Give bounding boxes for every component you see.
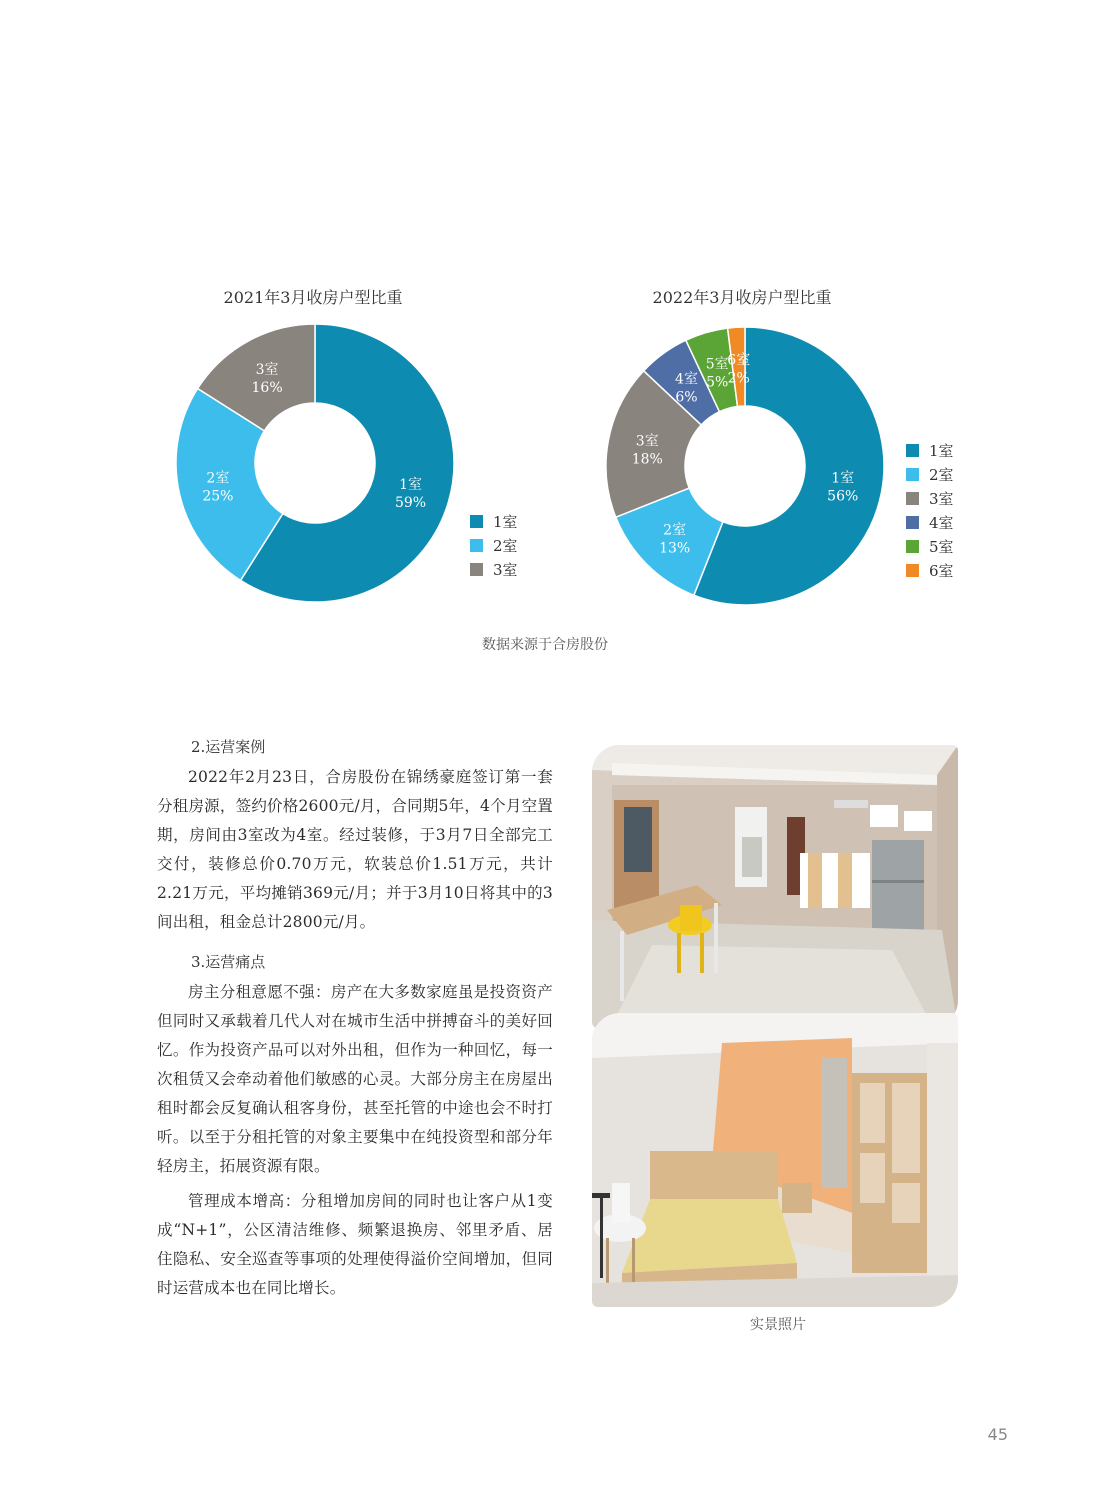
chart-2-title: 2022年3月收房户型比重 [652,288,832,307]
legend-swatch [906,444,919,457]
section-2-heading: 2.运营案例 [191,738,266,756]
legend-label: 2室 [929,465,954,484]
legend-swatch [470,515,483,528]
legend-label: 6室 [929,561,954,580]
slice-label-6室: 6室 [727,352,751,369]
legend-item-2室 [906,462,954,486]
legend-label: 1室 [929,441,954,460]
slice-percent-5室: 5% [706,374,729,391]
slice-label-5室: 5室 [705,356,729,373]
legend-label: 4室 [929,513,954,532]
slice-label-3室: 3室 [255,361,279,378]
text-column [157,733,553,1308]
slice-label-2室: 2室 [663,522,687,539]
slice-label-1室: 1室 [399,476,423,493]
slice-percent-3室: 18% [631,451,663,468]
legend-item-1室 [470,509,518,533]
slice-percent-4室: 6% [675,389,698,406]
legend-item-4室 [906,510,954,534]
chart-source-caption: 数据来源于合房股份 [482,637,608,653]
donut-chart-2022 [600,321,890,611]
legend-swatch [906,540,919,553]
page-number: 45 [987,1425,1008,1444]
legend-swatch [470,539,483,552]
legend-item-6室 [906,558,954,582]
legend-label: 3室 [493,560,518,579]
legend-item-1室 [906,438,954,462]
slice-percent-1室: 56% [827,488,859,505]
legend-swatch [906,492,919,505]
legend-label: 5室 [929,537,954,556]
legend-item-3室 [470,557,518,581]
section-3-paragraph-2: 管理成本增高：分租增加房间的同时也让客户从1变成“N+1”，公区清洁维修、频繁退换房、邻里矛盾、居住隐私、安全巡查等事项的处理使得溢价空间增加，但同时运营成本也在同比增长。 [157,1191,553,1297]
legend-item-3室 [906,486,954,510]
slice-percent-6室: 2% [727,370,750,387]
legend-swatch [470,563,483,576]
legend-item-2室 [470,533,518,557]
legend-label: 3室 [929,489,954,508]
slice-label-3室: 3室 [635,433,659,450]
legend-label: 1室 [493,512,518,531]
slice-percent-1室: 59% [394,494,427,511]
slice-label-2室: 2室 [206,470,230,487]
legend-swatch [906,516,919,529]
legend-label: 2室 [493,536,518,555]
chart-1-title: 2021年3月收房户型比重 [223,288,403,307]
section-2-paragraph: 2022年2月23日，合房股份在锦绣豪庭签订第一套分租房源，签约价格2600元/月，合同期5年，4个月空置期，房间由3室改为4室。经过装修，于3月7日全部完工交付，装修总价0.70万元，软装总价1.51万元，共计2.21万元，平均摊销369元/月；并于3月10日将其中的3间出租，租金总计2800元/月。 [157,768,553,931]
slice-label-4室: 4室 [675,371,698,388]
section-3-heading: 3.运营痛点 [191,953,266,972]
slice-label-1室: 1室 [831,470,855,487]
slice-percent-3室: 16% [251,379,283,396]
donut-chart-2021 [170,318,460,608]
section-3-paragraph-1: 房主分租意愿不强：房产在大多数家庭虽是投资资产但同时又承载着几代人对在城市生活中拼搏奋斗的美好回忆。作为投资产品可以对外出租，但作为一种回忆，每一次租赁又会牵动着他们敏感的心灵。大部分房主在房屋出租时都会反复确认租客身份，甚至托管的中途也会不时打听。以至于分租托管的对象主要集中在纯投资型和部分年轻房主，拓展资源有限。 [157,983,553,1175]
bedroom-photo [592,1013,958,1307]
chart-1-legend [470,509,518,581]
photo-caption: 实景照片 [750,1317,806,1333]
living-room-photo [592,745,958,1028]
legend-item-5室 [906,534,954,558]
slice-percent-2室: 13% [659,540,691,557]
slice-percent-2室: 25% [202,488,234,505]
legend-swatch [906,468,919,481]
chart-2-legend [906,438,954,582]
legend-swatch [906,564,919,577]
